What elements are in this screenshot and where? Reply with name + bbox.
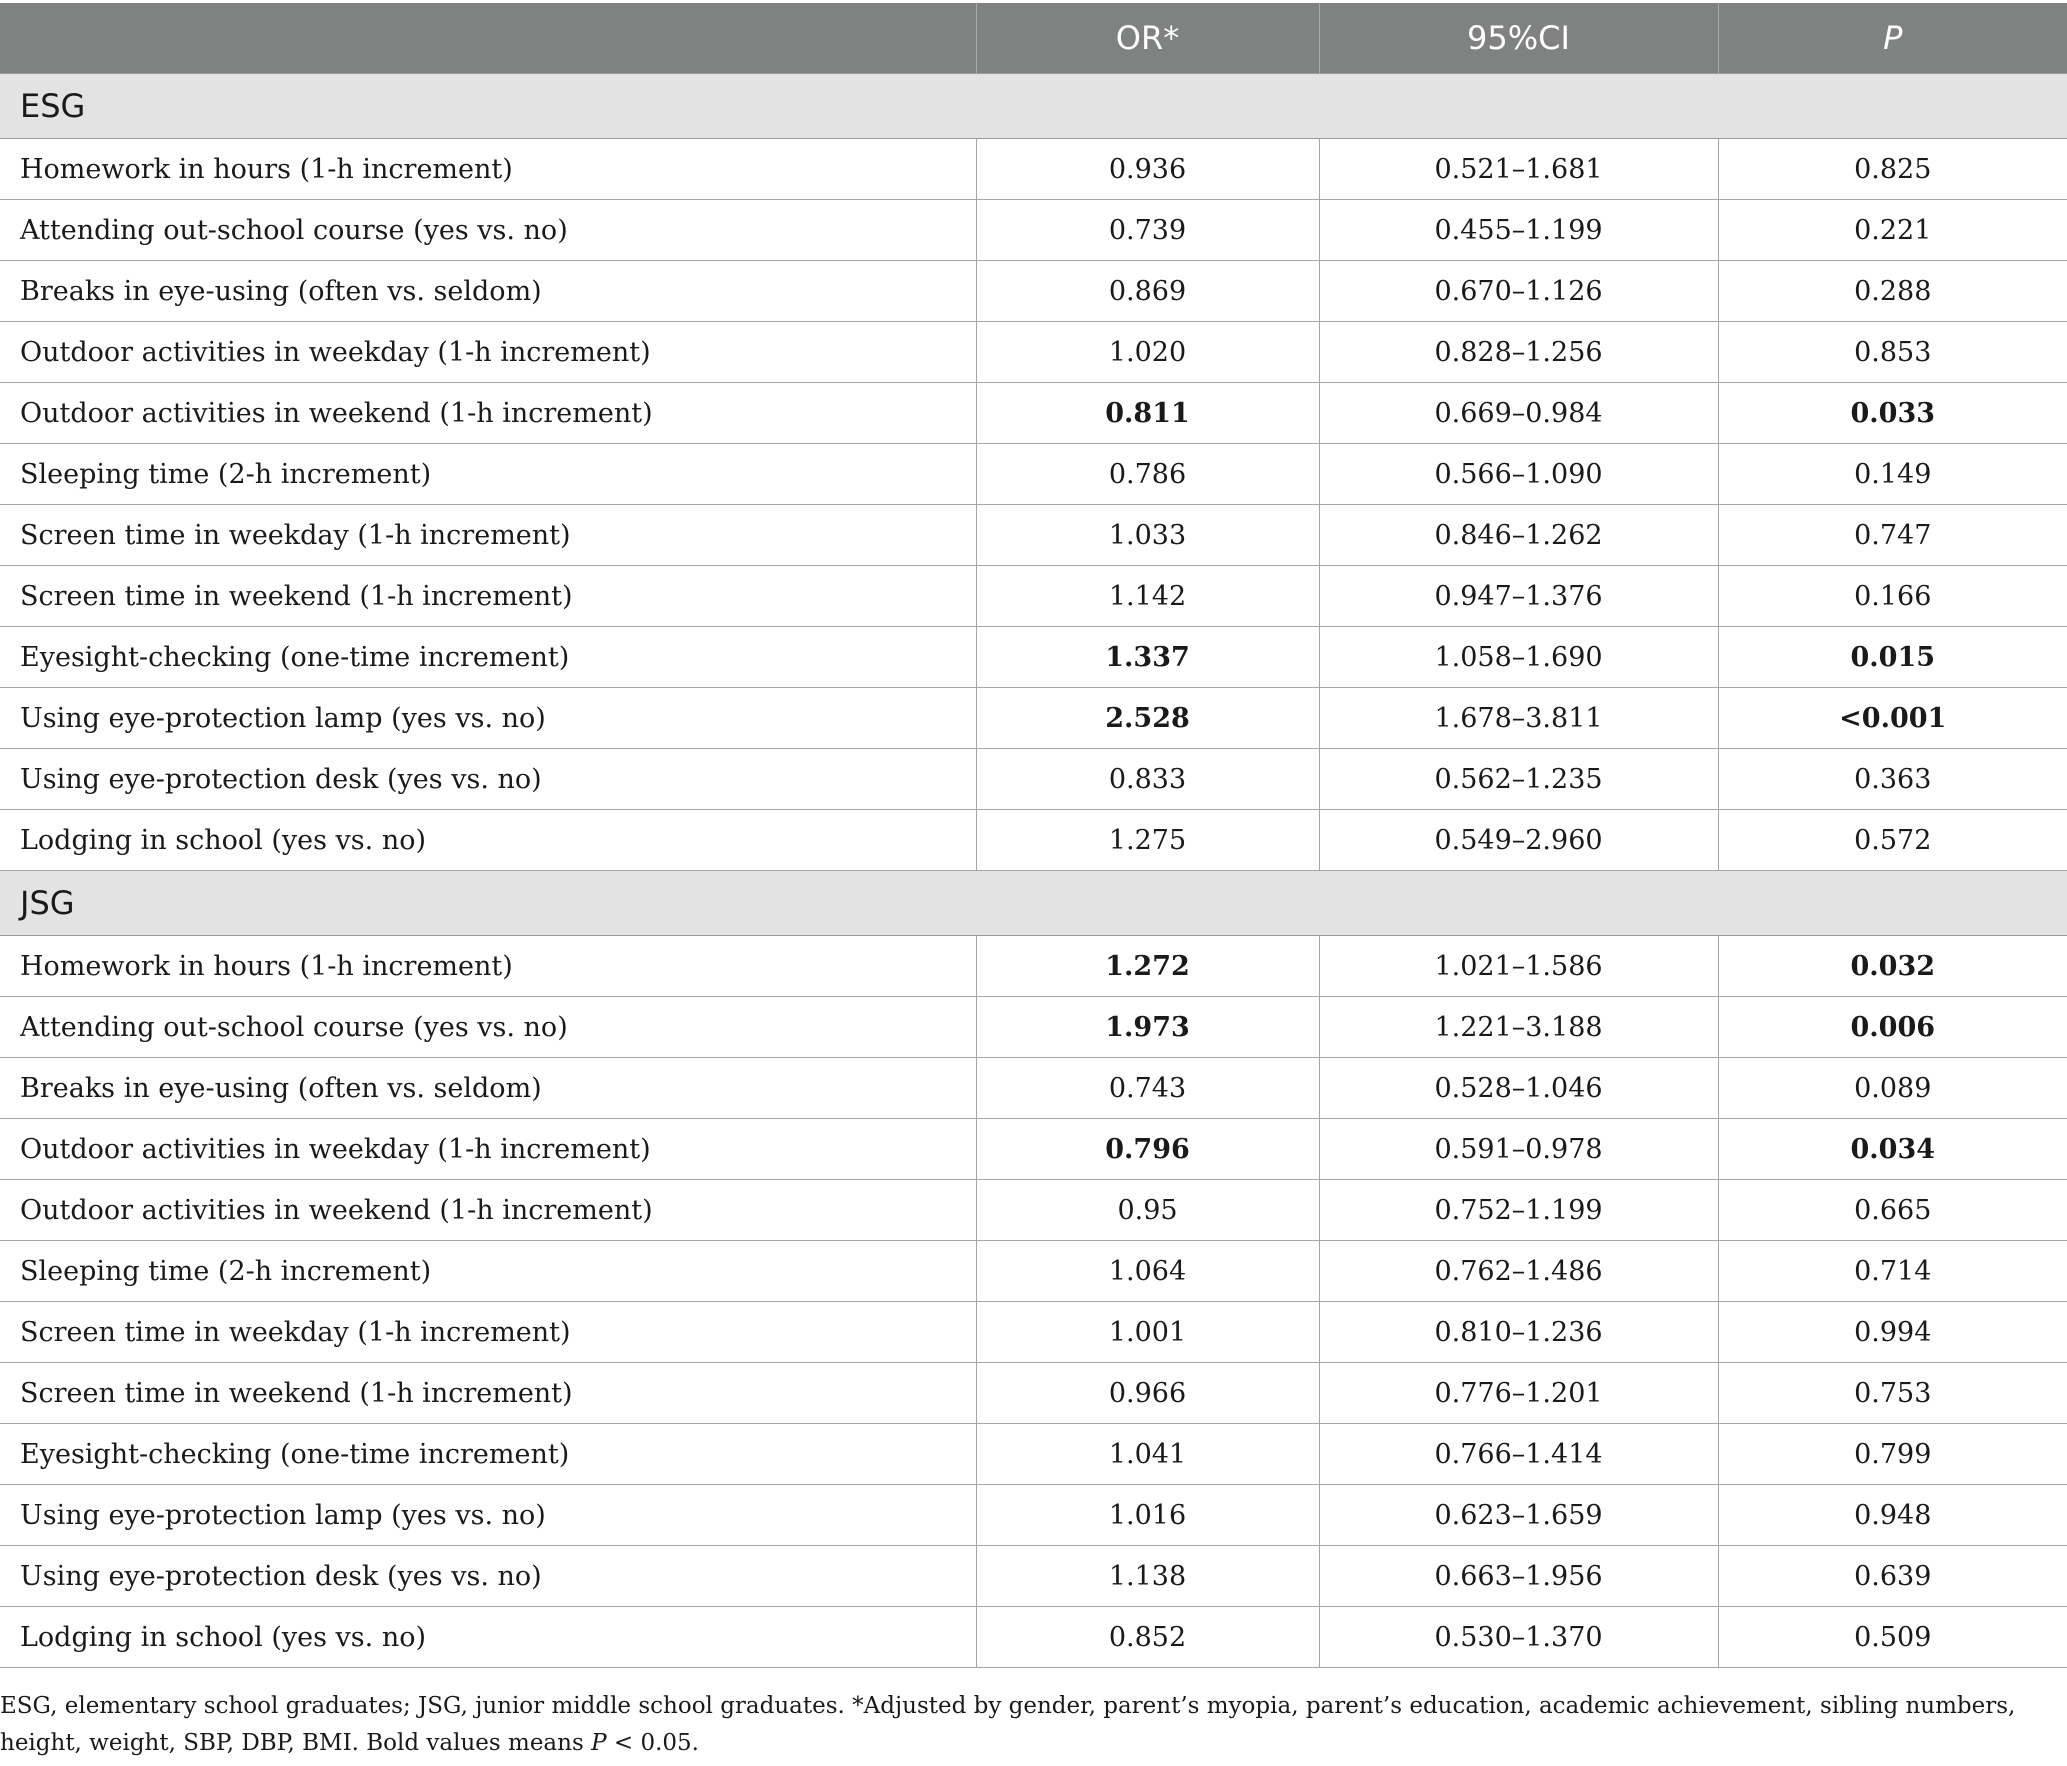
cell-p: 0.221 (1718, 200, 2067, 261)
cell-ci: 1.221–3.188 (1319, 997, 1718, 1058)
cell-ci: 0.455–1.199 (1319, 200, 1718, 261)
cell-ci: 0.663–1.956 (1319, 1546, 1718, 1607)
cell-variable: Using eye-protection lamp (yes vs. no) (0, 1485, 976, 1546)
table-row (0, 566, 2067, 627)
cell-or: 0.95 (976, 1180, 1319, 1241)
table-row (0, 997, 2067, 1058)
results-table (0, 3, 2067, 1668)
cell-ci: 0.810–1.236 (1319, 1302, 1718, 1363)
cell-or: 0.936 (976, 139, 1319, 200)
cell-p: 0.149 (1718, 444, 2067, 505)
cell-variable: Using eye-protection lamp (yes vs. no) (0, 688, 976, 749)
footnote-p-symbol: P (591, 1730, 607, 1756)
table-row (0, 200, 2067, 261)
cell-or: 1.275 (976, 810, 1319, 871)
section-row-esg (0, 74, 2067, 139)
cell-variable: Outdoor activities in weekend (1-h increment) (0, 383, 976, 444)
cell-p: 0.166 (1718, 566, 2067, 627)
cell-variable: Eyesight-checking (one-time increment) (0, 627, 976, 688)
cell-ci: 0.623–1.659 (1319, 1485, 1718, 1546)
cell-ci: 0.521–1.681 (1319, 139, 1718, 200)
cell-variable: Attending out-school course (yes vs. no) (0, 997, 976, 1058)
cell-or: 0.833 (976, 749, 1319, 810)
cell-or: 0.966 (976, 1363, 1319, 1424)
cell-ci: 0.752–1.199 (1319, 1180, 1718, 1241)
cell-p: 0.015 (1718, 627, 2067, 688)
cell-p: 0.747 (1718, 505, 2067, 566)
cell-p: 0.034 (1718, 1119, 2067, 1180)
results-table-container (0, 3, 2067, 1668)
cell-p: 0.665 (1718, 1180, 2067, 1241)
cell-or: 0.796 (976, 1119, 1319, 1180)
table-row (0, 1180, 2067, 1241)
cell-or: 2.528 (976, 688, 1319, 749)
cell-variable: Eyesight-checking (one-time increment) (0, 1424, 976, 1485)
section-label: ESG (0, 74, 2067, 139)
cell-or: 1.001 (976, 1302, 1319, 1363)
cell-variable: Breaks in eye-using (often vs. seldom) (0, 1058, 976, 1119)
cell-p: 0.033 (1718, 383, 2067, 444)
cell-ci: 0.846–1.262 (1319, 505, 1718, 566)
cell-p: 0.799 (1718, 1424, 2067, 1485)
cell-or: 1.016 (976, 1485, 1319, 1546)
cell-ci: 0.528–1.046 (1319, 1058, 1718, 1119)
table-body (0, 74, 2067, 1668)
section-label: JSG (0, 871, 2067, 936)
cell-ci: 0.670–1.126 (1319, 261, 1718, 322)
cell-p: 0.994 (1718, 1302, 2067, 1363)
cell-ci: 1.021–1.586 (1319, 936, 1718, 997)
header-or: OR* (976, 3, 1319, 74)
cell-ci: 0.766–1.414 (1319, 1424, 1718, 1485)
cell-ci: 0.530–1.370 (1319, 1607, 1718, 1668)
cell-variable: Screen time in weekday (1-h increment) (0, 505, 976, 566)
header-p: P (1718, 3, 2067, 74)
cell-or: 1.142 (976, 566, 1319, 627)
table-row (0, 444, 2067, 505)
cell-ci: 0.776–1.201 (1319, 1363, 1718, 1424)
cell-variable: Screen time in weekend (1-h increment) (0, 1363, 976, 1424)
cell-variable: Homework in hours (1-h increment) (0, 139, 976, 200)
section-row-jsg (0, 871, 2067, 936)
table-row (0, 1119, 2067, 1180)
cell-p: 0.572 (1718, 810, 2067, 871)
header-row (0, 3, 2067, 74)
table-row (0, 1607, 2067, 1668)
cell-or: 0.786 (976, 444, 1319, 505)
cell-variable: Outdoor activities in weekday (1-h increment) (0, 1119, 976, 1180)
table-row (0, 1363, 2067, 1424)
table-row (0, 688, 2067, 749)
table-row (0, 1546, 2067, 1607)
table-row (0, 139, 2067, 200)
table-row (0, 1424, 2067, 1485)
cell-ci: 0.947–1.376 (1319, 566, 1718, 627)
table-row (0, 810, 2067, 871)
cell-or: 0.739 (976, 200, 1319, 261)
cell-variable: Homework in hours (1-h increment) (0, 936, 976, 997)
cell-or: 1.033 (976, 505, 1319, 566)
cell-p: <0.001 (1718, 688, 2067, 749)
cell-variable: Outdoor activities in weekend (1-h increment) (0, 1180, 976, 1241)
header-variable (0, 3, 976, 74)
cell-p: 0.825 (1718, 139, 2067, 200)
cell-or: 1.041 (976, 1424, 1319, 1485)
cell-variable: Lodging in school (yes vs. no) (0, 810, 976, 871)
table-row (0, 322, 2067, 383)
cell-p: 0.714 (1718, 1241, 2067, 1302)
cell-ci: 1.058–1.690 (1319, 627, 1718, 688)
cell-variable: Using eye-protection desk (yes vs. no) (0, 749, 976, 810)
cell-variable: Sleeping time (2-h increment) (0, 444, 976, 505)
cell-p: 0.288 (1718, 261, 2067, 322)
cell-ci: 0.591–0.978 (1319, 1119, 1718, 1180)
header-ci: 95%CI (1319, 3, 1718, 74)
cell-p: 0.006 (1718, 997, 2067, 1058)
cell-or: 0.743 (976, 1058, 1319, 1119)
cell-variable: Screen time in weekday (1-h increment) (0, 1302, 976, 1363)
table-row (0, 1241, 2067, 1302)
table-row (0, 261, 2067, 322)
cell-p: 0.363 (1718, 749, 2067, 810)
table-row (0, 383, 2067, 444)
cell-or: 1.064 (976, 1241, 1319, 1302)
cell-p: 0.089 (1718, 1058, 2067, 1119)
cell-or: 0.811 (976, 383, 1319, 444)
table-row (0, 627, 2067, 688)
table-row (0, 749, 2067, 810)
cell-ci: 0.566–1.090 (1319, 444, 1718, 505)
cell-p: 0.753 (1718, 1363, 2067, 1424)
cell-or: 1.020 (976, 322, 1319, 383)
cell-variable: Sleeping time (2-h increment) (0, 1241, 976, 1302)
cell-ci: 0.828–1.256 (1319, 322, 1718, 383)
cell-variable: Attending out-school course (yes vs. no) (0, 200, 976, 261)
cell-ci: 0.549–2.960 (1319, 810, 1718, 871)
cell-variable: Outdoor activities in weekday (1-h increment) (0, 322, 976, 383)
cell-ci: 0.669–0.984 (1319, 383, 1718, 444)
cell-or: 1.337 (976, 627, 1319, 688)
table-row (0, 505, 2067, 566)
table-footnote (0, 1688, 2060, 1762)
footnote-text: ESG, elementary school graduates; JSG, junior middle school graduates. *Adjusted by gender, parent’s myopia, parent’s education, academic achievement, sibling numbers, height, weight, SBP, DBP, BMI. Bold values means (0, 1693, 2016, 1756)
cell-variable: Screen time in weekend (1-h increment) (0, 566, 976, 627)
cell-p: 0.032 (1718, 936, 2067, 997)
cell-ci: 1.678–3.811 (1319, 688, 1718, 749)
table-row (0, 936, 2067, 997)
table-row (0, 1302, 2067, 1363)
cell-variable: Using eye-protection desk (yes vs. no) (0, 1546, 976, 1607)
cell-variable: Breaks in eye-using (often vs. seldom) (0, 261, 976, 322)
cell-or: 1.272 (976, 936, 1319, 997)
footnote-threshold: < 0.05. (606, 1730, 699, 1756)
cell-or: 1.138 (976, 1546, 1319, 1607)
table-header (0, 3, 2067, 74)
cell-variable: Lodging in school (yes vs. no) (0, 1607, 976, 1668)
cell-or: 1.973 (976, 997, 1319, 1058)
cell-or: 0.869 (976, 261, 1319, 322)
cell-p: 0.853 (1718, 322, 2067, 383)
cell-ci: 0.562–1.235 (1319, 749, 1718, 810)
cell-ci: 0.762–1.486 (1319, 1241, 1718, 1302)
cell-p: 0.639 (1718, 1546, 2067, 1607)
cell-or: 0.852 (976, 1607, 1319, 1668)
cell-p: 0.509 (1718, 1607, 2067, 1668)
cell-p: 0.948 (1718, 1485, 2067, 1546)
table-row (0, 1058, 2067, 1119)
table-row (0, 1485, 2067, 1546)
